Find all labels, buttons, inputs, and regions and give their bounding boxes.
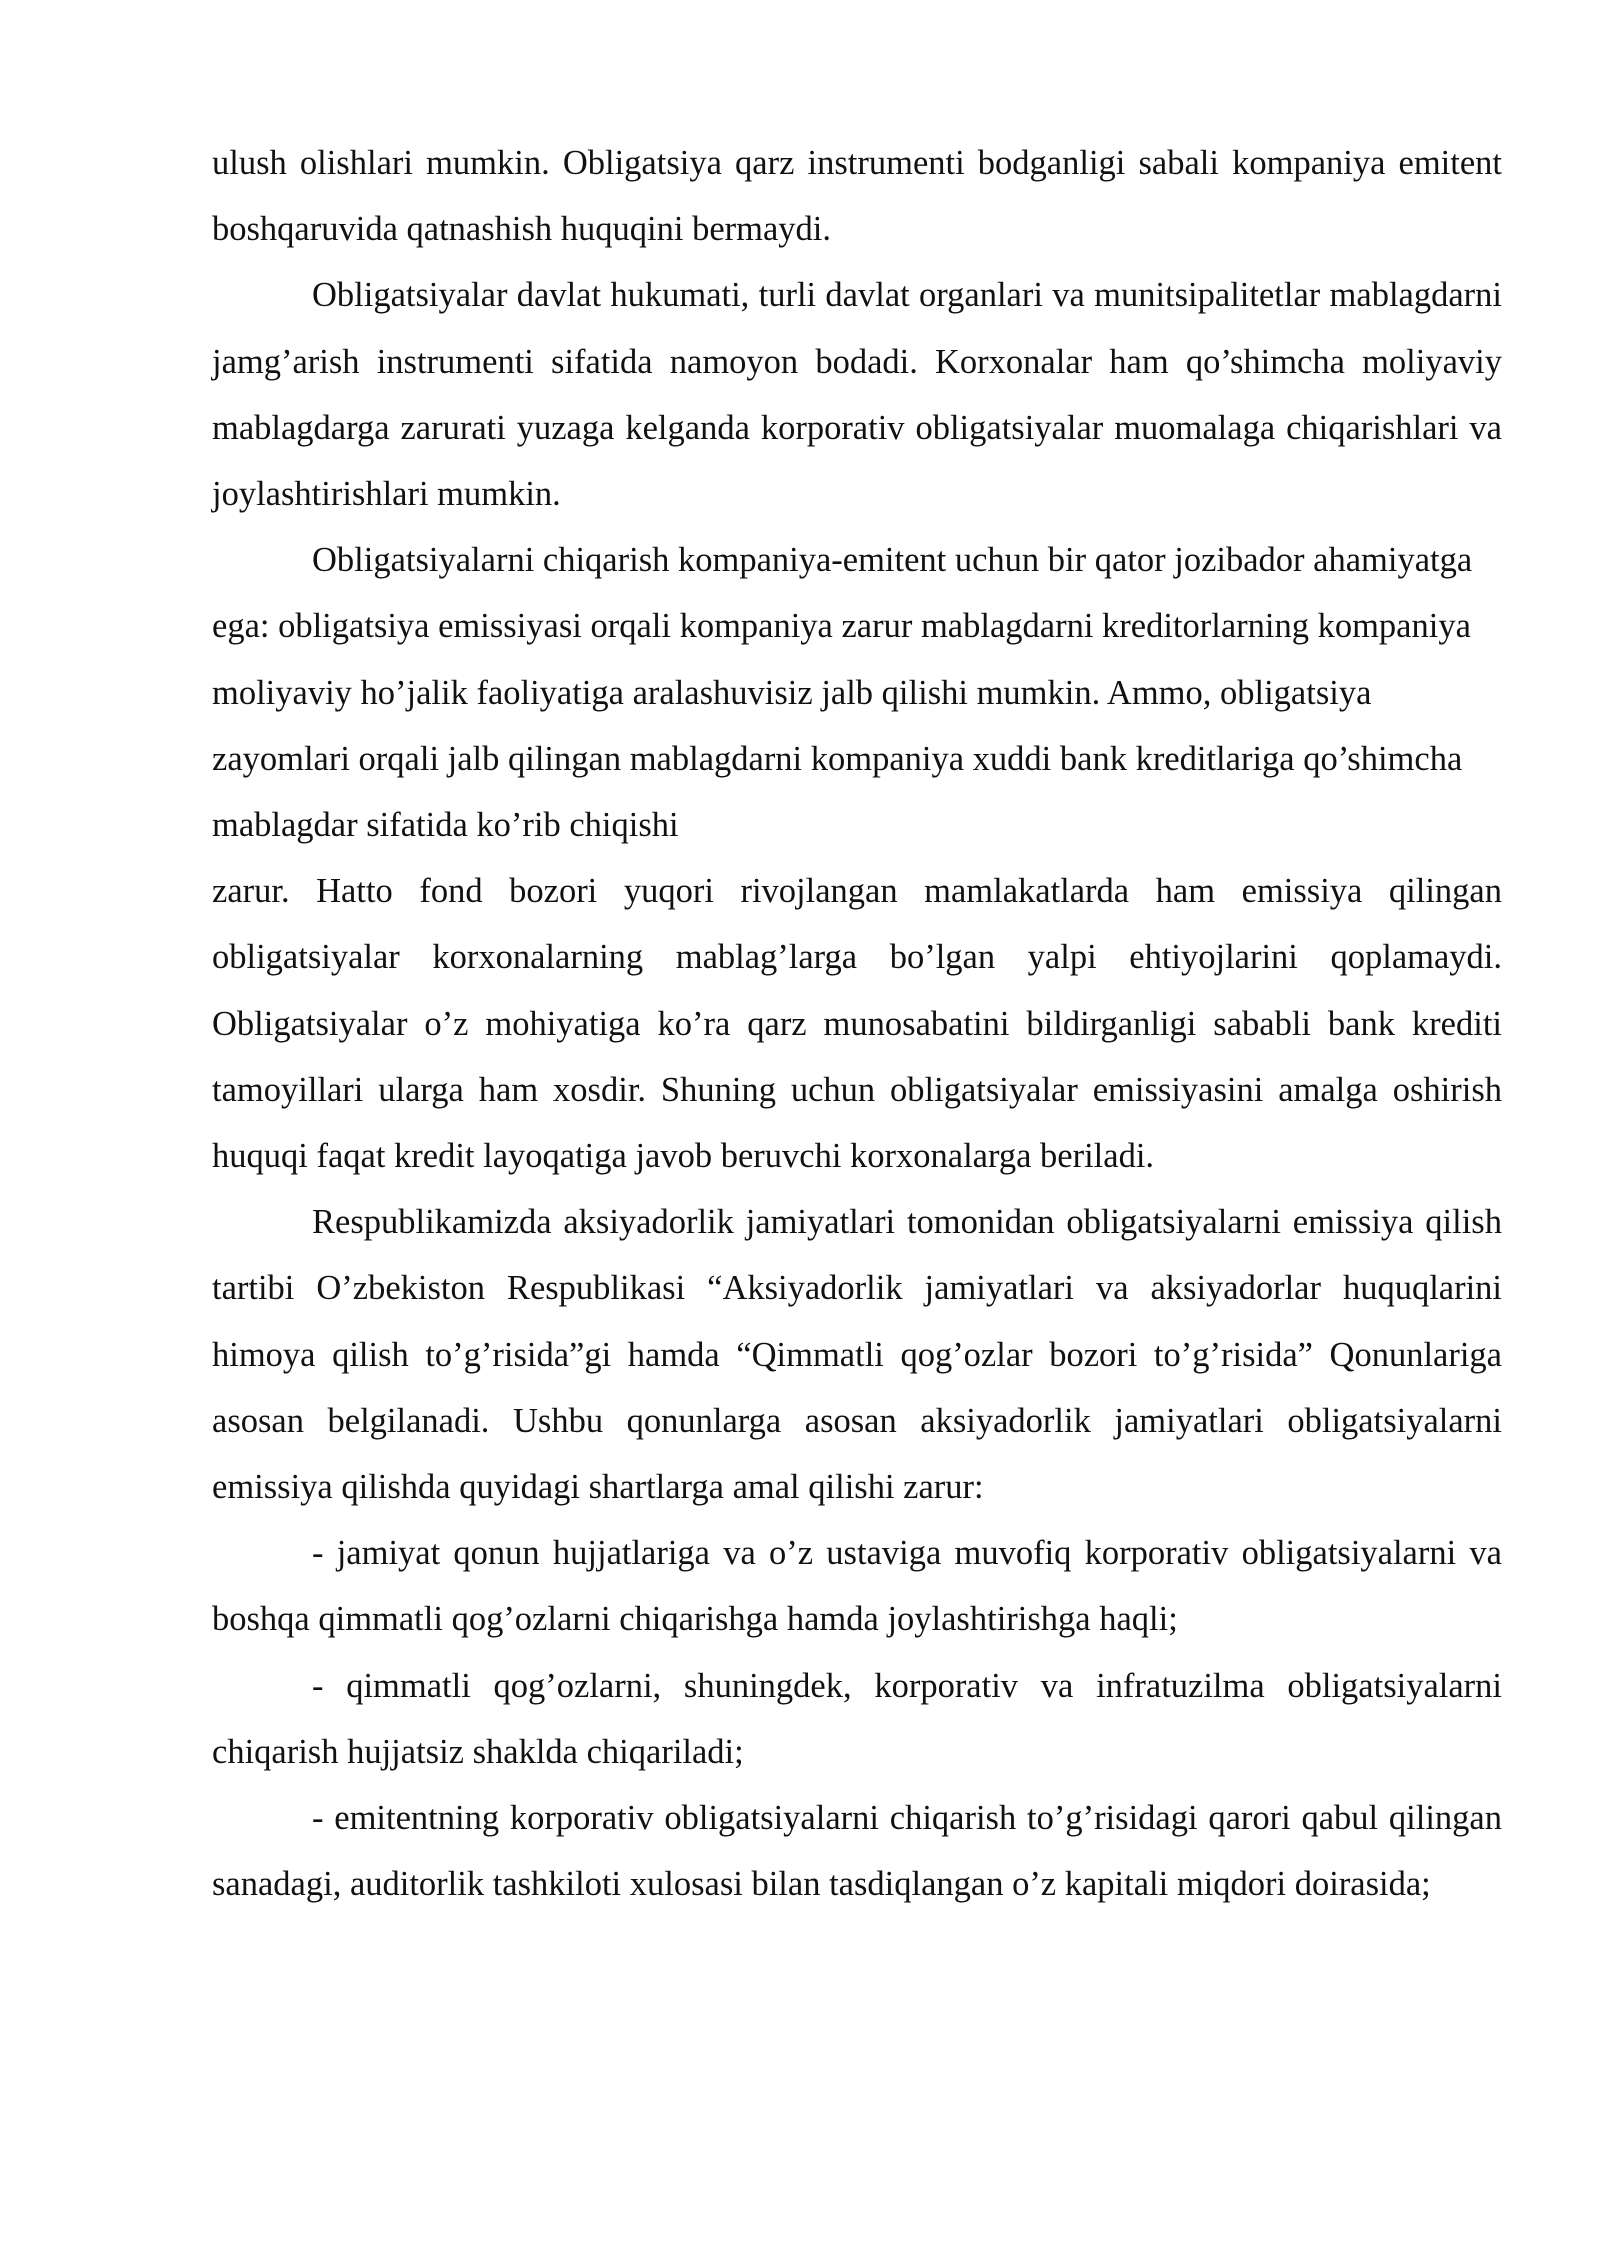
list-item: - jamiyat qonun hujjatlariga va o’z ustaviga muvofiq korporativ obligatsiyalarni va boshqa qimmatli qog’ozlarni chiqarishga hamda joylashtirishga haqli;	[212, 1534, 1502, 1639]
list-item: - emitentning korporativ obligatsiyalarni chiqarish to’g’risidagi qarori qabul qilingan sanadagi, auditorlik tashkiloti xulosasi bilan tasdiqlangan o’z kapitali miqdori doirasida;	[212, 1799, 1502, 1904]
paragraph: Respublikamizda aksiyadorlik jamiyatlari tomonidan obligatsiyalarni emissiya qilish tartibi O’zbekiston Respublikasi “Aksiyadorlik jamiyatlari va aksiyadorlar huquqlarini himoya qilish to’g’risida”gi hamda “Qimmatli qog’ozlar bozori to’g’risida” Qonunlariga asosan belgilanadi. Ushbu qonunlarga asosan aksiyadorlik jamiyatlari obligatsiyalarni emissiya qilishda quyidagi shartlarga amal qilishi zarur:	[212, 1203, 1502, 1507]
paragraph: zarur. Hatto fond bozori yuqori rivojlangan mamlakatlarda ham emissiya qilingan obligatsiyalar korxonalarning mablag’larga bo’lgan yalpi ehtiyojlarini qoplamaydi. Obligatsiyalar o’z mohiyatiga ko’ra qarz munosabatini bildirganligi sababli bank krediti tamoyillari ularga ham xosdir. Shuning uchun obligatsiyalar emissiyasini amalga oshirish huquqi faqat kredit layoqatiga javob beruvchi korxonalarga beriladi.	[212, 872, 1502, 1176]
paragraph: Obligatsiyalar davlat hukumati, turli davlat organlari va munitsipalitetlar mablagdarni jamg’arish instrumenti sifatida namoyon bodadi. Korxonalar ham qo’shimcha moliyaviy mablagdarga zarurati yuzaga kelganda korporativ obligatsiyalar muomalaga chiqarishlari va joylashtirishlari mumkin.	[212, 276, 1502, 514]
paragraph: Obligatsiyalarni chiqarish kompaniya-emitent uchun bir qator jozibador ahamiyatga ega: obligatsiya emissiyasi orqali kompaniya zarur mablagdarni kreditorlarning kompaniya moliyaviy ho’jalik faoliyatiga aralashuvisiz jalb qilishi mumkin. Ammo, obligatsiya zayomlari orqali jalb qilingan mablagdarni kompaniya xuddi bank kreditlariga qo’shimcha mablagdar sifatida ko’rib chiqishi	[212, 541, 1473, 845]
document-page	[212, 130, 1502, 1917]
list-item: - qimmatli qog’ozlarni, shuningdek, korporativ va infratuzilma obligatsiyalarni chiqarish hujjatsiz shaklda chiqariladi;	[212, 1666, 1502, 1771]
paragraph: ulush olishlari mumkin. Obligatsiya qarz instrumenti bodganligi sabali kompaniya emitent boshqaruvida qatnashish huquqini bermaydi.	[212, 144, 1502, 249]
